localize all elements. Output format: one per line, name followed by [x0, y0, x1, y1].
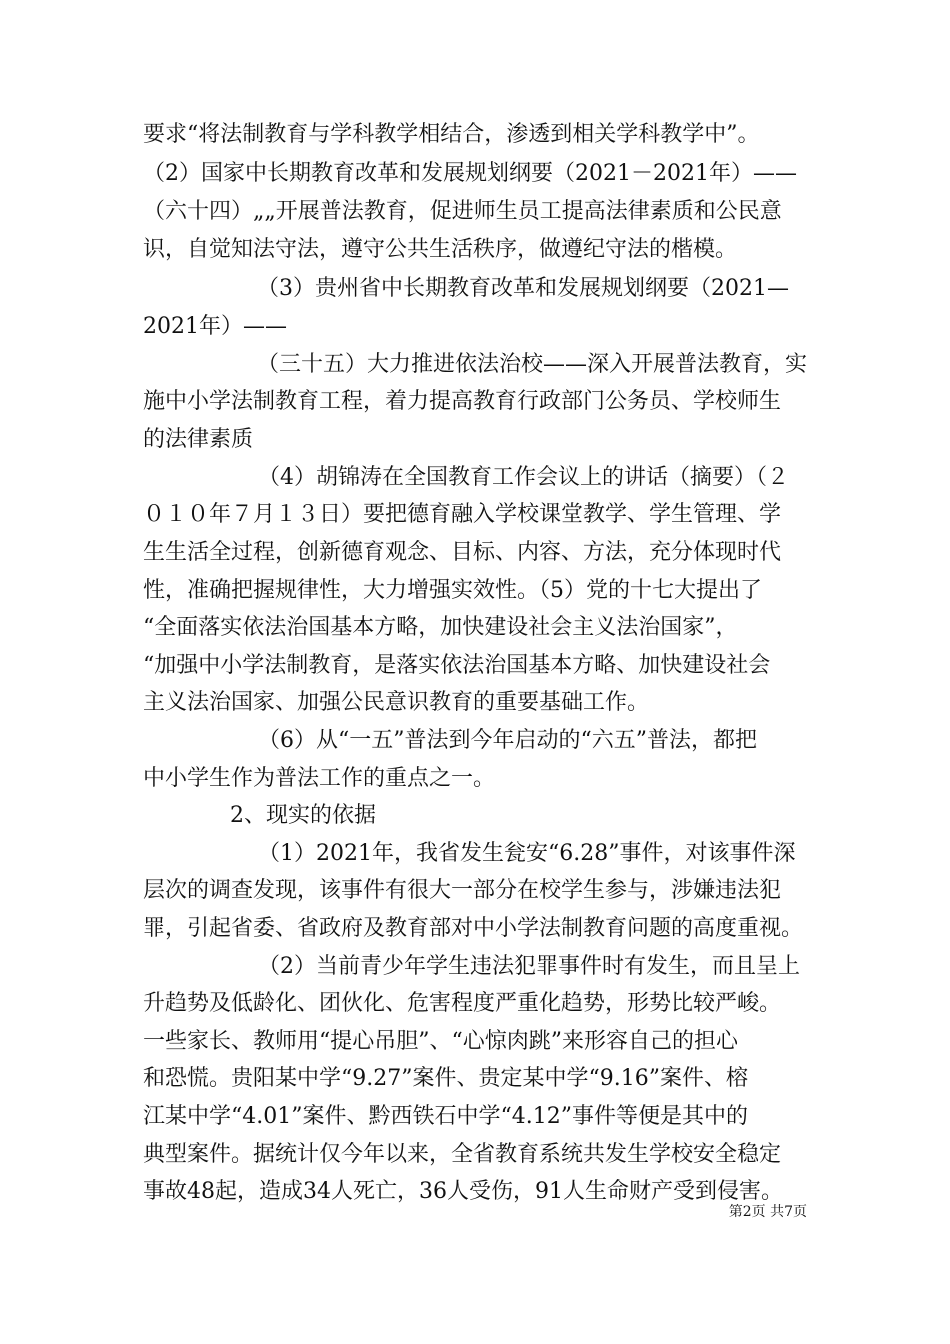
text-line: （2）当前青少年学生违法犯罪事件时有发生，而且呈上: [258, 954, 800, 979]
text-line: 性，准确把握规律性，大力增强实效性。（5）党的十七大提出了: [143, 578, 762, 603]
section-heading: 2、现实的依据: [230, 803, 376, 828]
text-line: 罪，引起省委、省政府及教育部对中小学法制教育问题的高度重视。: [143, 916, 804, 941]
text-line: （3）贵州省中长期教育改革和发展规划纲要（2021—: [257, 276, 789, 301]
text-line: “加强中小学法制教育，是落实依法治国基本方略、加快建设社会: [143, 653, 771, 678]
text-line: （4）胡锦涛在全国教育工作会议上的讲话（摘要）（２: [258, 465, 789, 490]
text-line: （2）国家中长期教育改革和发展规划纲要（2021－2021年）——: [143, 161, 797, 186]
text-line: 升趋势及低龄化、团伙化、危害程度严重化趋势，形势比较严峻。: [143, 991, 782, 1016]
text-line: 和恐慌。贵阳某中学“9.27”案件、贵定某中学“9.16”案件、榕: [143, 1066, 748, 1091]
text-line: 生生活全过程，创新德育观念、目标、内容、方法，充分体现时代: [143, 540, 782, 565]
text-line: 识，自觉知法守法，遵守公共生活秩序，做遵纪守法的楷模。: [143, 237, 738, 262]
text-line: （三十五）大力推进依法治校——深入开展普法教育，实: [257, 352, 808, 377]
text-line: 施中小学法制教育工程，着力提高教育行政部门公务员、学校师生: [143, 389, 782, 414]
text-line: 的法律素质: [143, 427, 254, 452]
text-line: 典型案件。据统计仅今年以来，全省教育系统共发生学校安全稳定: [143, 1142, 782, 1167]
text-line: （六十四）„„开展普法教育，促进师生员工提高法律素质和公民意: [143, 199, 782, 224]
text-line: 要求“将法制教育与学科教学相结合，渗透到相关学科教学中”。: [143, 122, 760, 147]
text-line: （1）2021年，我省发生瓮安“6.28”事件，对该事件深: [258, 841, 796, 866]
text-line: （6）从“一五”普法到今年启动的“六五”普法，都把: [258, 728, 757, 753]
text-line: 主义法治国家、加强公民意识教育的重要基础工作。: [143, 690, 650, 715]
text-line: 事故48起，造成34人死亡，36人受伤，91人生命财产受到侵害。: [143, 1179, 783, 1204]
text-line: ０１０年７月１３日）要把德育融入学校课堂教学、学生管理、学: [143, 502, 782, 527]
text-line: 2021年）——: [143, 314, 287, 339]
text-line: 江某中学“4.01”案件、黔西铁石中学“4.12”事件等便是其中的: [143, 1104, 748, 1129]
text-line: “全面落实依法治国基本方略，加快建设社会主义法治国家”，: [143, 615, 738, 640]
page-footer: 第2页 共7页: [728, 1204, 807, 1220]
text-line: 中小学生作为普法工作的重点之一。: [143, 766, 496, 791]
text-line: 层次的调查发现，该事件有很大一部分在校学生参与，涉嫌违法犯: [143, 878, 782, 903]
text-line: 一些家长、教师用“提心吊胆”、“心惊肉跳”来形容自己的担心: [143, 1029, 738, 1054]
